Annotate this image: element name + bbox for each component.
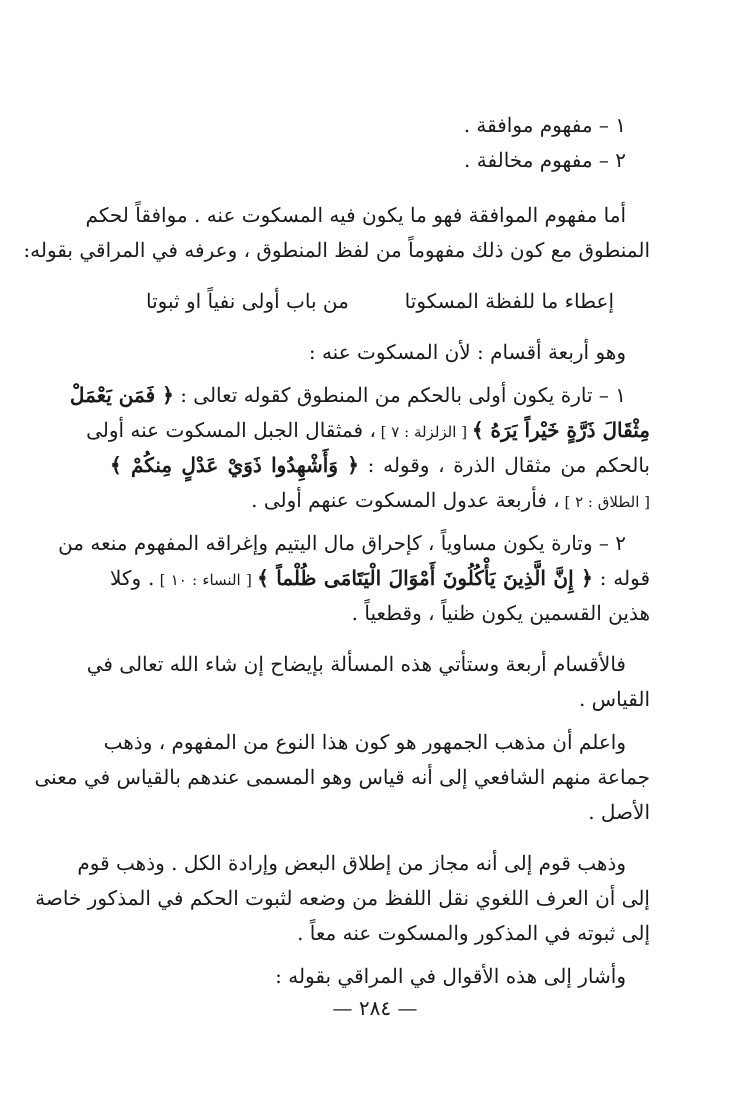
- list-item-2: ٢ – مفهوم مخالفة .: [464, 148, 626, 172]
- quran-verse-talaq: ﴿ وَأَشْهِدُوا ذَوَيْ عَدْلٍ مِنكُمْ ﴾: [110, 453, 360, 477]
- para5-line3: إلى ثبوته في المذكور والمسكوت عنه معاً .: [297, 921, 650, 945]
- para5-line1: وذهب قوم إلى أنه مجاز من إطلاق البعض وإرادة الكل . وذهب قوم: [77, 851, 626, 875]
- para4-line3: الأصل .: [588, 800, 650, 824]
- para5-line2: إلى أن العرف اللغوي نقل اللفظ من وضعه لثبوت الحكم في المذكور خاصة: [35, 886, 650, 910]
- part1-line1-text: ١ – تارة يكون أولى بالحكم من المنطوق كقوله تعالى :: [173, 383, 626, 407]
- part2-line2-tail: . وكلا: [110, 566, 155, 590]
- page-body: [23, 108, 651, 994]
- part1-line2: [86, 413, 650, 448]
- para6-line: وأشار إلى هذه الأقوال في المراقي بقوله :: [275, 964, 626, 988]
- surah-reference-nisa: [ النساء : ١٠ ]: [154, 571, 258, 589]
- verse-right-hemistich: إعطاء ما للفظة المسكوتا: [404, 289, 614, 313]
- para4-line1: واعلم أن مذهب الجمهور هو كون هذا النوع من المفهوم ، وذهب: [103, 730, 626, 754]
- para3-line1: فالأقسام أربعة وستأتي هذه المسألة بإيضاح إن شاء الله تعالى في: [86, 652, 626, 676]
- part1-line3: [110, 448, 650, 483]
- part2-line1: ٢ – وتارة يكون مساوياً ، كإحراق مال اليتيم وإغراقه المفهوم منعه من: [58, 531, 626, 555]
- list-item-1: ١ – مفهوم موافقة .: [463, 113, 626, 137]
- quran-verse-zalzalah-end: مِثْقَالَ ذَرَّةٍ خَيْراً يَرَهُ ﴾: [471, 418, 650, 442]
- part2-line3: هذين القسمين يكون ظنياً ، وقطعياً .: [351, 601, 650, 625]
- para1-line1: أما مفهوم الموافقة فهو ما يكون فيه المسكوت عنه . موافقاً لحكم: [85, 203, 626, 227]
- quran-verse-zalzalah-start: ﴿ فَمَن يَعْمَلْ: [69, 383, 174, 407]
- page-number: — ٢٨٤ —: [332, 996, 418, 1020]
- para1-line2: المنطوق مع كون ذلك مفهوماً من لفظ المنطوق ، وعرفه في المراقي بقوله:: [23, 238, 650, 262]
- verse-left-hemistich: من باب أولى نفياً او ثبوتا: [146, 289, 349, 313]
- surah-reference-talaq: [ الطلاق : ٢ ]: [559, 493, 650, 511]
- part1-line3-text: بالحكم من مثقال الذرة ، وقوله :: [359, 453, 650, 477]
- part1-line4: [110, 483, 650, 518]
- part2-line2: [110, 561, 650, 596]
- part2-line2-text: قوله :: [592, 566, 651, 590]
- verse-line: [110, 284, 650, 319]
- para3-line2: القياس .: [578, 687, 650, 711]
- intro-line: وهو أربعة أقسام : لأن المسكوت عنه :: [308, 340, 626, 364]
- surah-reference-zalzalah: [ الزلزلة : ٧ ]: [375, 423, 472, 441]
- part1-line2-text: ، فمثقال الجبل المسكوت عنه أولى: [86, 418, 376, 442]
- part1-line4-text: ، فأربعة عدول المسكوت عنهم أولى .: [251, 488, 560, 512]
- part1-line1: [69, 378, 650, 413]
- quran-verse-nisa: ﴿ إِنَّ الَّذِينَ يَأْكُلُونَ أَمْوَالَ الْيَتَامَى ظُلْماً ﴾: [257, 566, 593, 590]
- para4-line2: جماعة منهم الشافعي إلى أنه قياس وهو المسمى عندهم بالقياس في معنى: [34, 765, 650, 789]
